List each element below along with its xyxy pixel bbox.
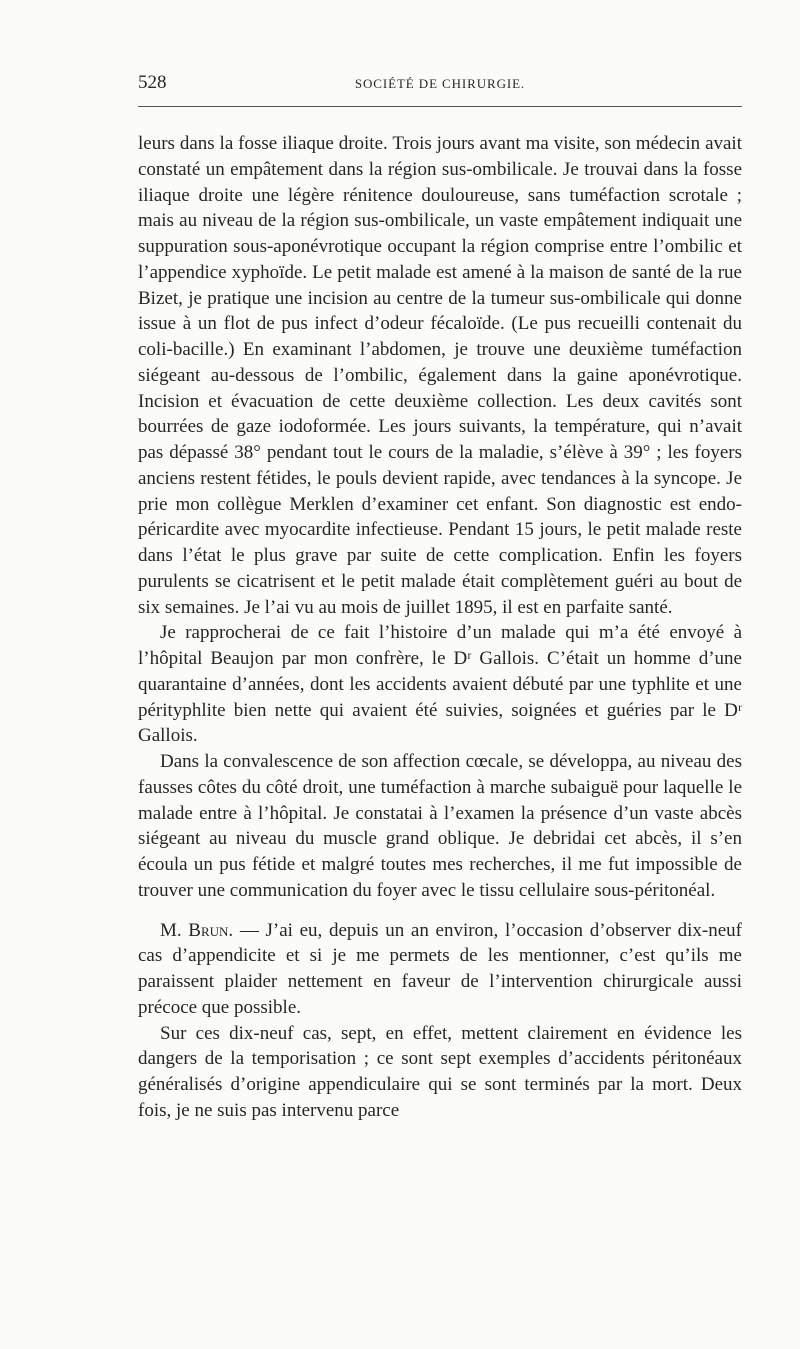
paragraph-nineteen-cases: Sur ces dix-neuf cas, sept, en effet, mettent clairement en évidence les dangers de la temporisation ; ce sont sept exemples d’accidents péritonéaux généralisés d’origine appendiculaire qui se sont terminés par la mort. Deux fois, je ne suis pas intervenu parce	[138, 1022, 742, 1121]
running-header	[138, 72, 742, 100]
page-number: 528	[138, 72, 167, 93]
speaker-name: M. Brun.	[160, 919, 234, 941]
paragraph-convalescence: Dans la convalescence de son affection cœcale, se développa, au niveau des fausses côtes du côté droit, une tuméfaction à marche subaiguë pour laquelle le malade entre à l’hôpital. Je constatai à l’examen la présence d’un vaste abcès siégeant au niveau du muscle grand oblique. Je debridai cet abcès, il s’en écoula un pus fétide et malgré toutes mes recherches, il me fut impossible de trouver une communication du foyer avec le tissu cellulaire sous-péritonéal.	[138, 751, 742, 901]
paragraph-gallois-case: Je rapprocherai de ce fait l’histoire d’un malade qui m’a été envoyé à l’hôpital Beaujon par mon confrère, le Dʳ Gallois. C’était un homme d’une quarantaine d’années, dont les accidents avaient débuté par une typhlite et une pérityphlite bien nette qui avaient été suivies, soignées et guéries par le Dʳ Gallois.	[138, 622, 742, 747]
section-gap	[138, 904, 742, 918]
paragraph-brun-text: — J’ai eu, depuis un an environ, l’occasion d’observer dix-neuf cas d’appendicite et si je me permets de les mentionner, c’est qu’ils me paraissent plaider nettement en faveur de l’intervention chirurgicale aussi précoce que possible.	[138, 919, 742, 1018]
running-title: SOCIÉTÉ DE CHIRURGIE.	[354, 76, 526, 91]
paragraph-brun-remarks	[138, 918, 742, 1021]
paragraph-continuation: leurs dans la fosse iliaque droite. Trois jours avant ma visite, son médecin avait constaté un empâtement dans la région sus-ombilicale. Je trouvai dans la fosse iliaque droite une légère rénitence douloureuse, sans tuméfaction scrotale ; mais au niveau de la région sus-ombilicale, un vaste empâtement indiquait une suppuration sous-aponévrotique occupant la région comprise entre l’ombilic et l’appendice xyphoïde. Le petit malade est amené à la maison de santé de la rue Bizet, je pratique une incision au centre de la tumeur sus-ombilicale qui donne issue à un flot de pus infect d’odeur fécaloïde. (Le pus recueilli contenait du coli-bacille.) En examinant l’abdomen, je trouve une deuxième tuméfaction siégeant au-dessous de l’ombilic, également dans la gaine aponévrotique. Incision et évacuation de cette deuxième collection. Les deux cavités sont bourrées de gaze iodoformée. Les jours suivants, la température, qui n’avait pas dépassé 38° pendant tout le cours de la maladie, s’élève à 39° ; les foyers anciens restent fétides, le pouls devient rapide, avec tendances à la syncope. Je prie mon collègue Merklen d’examiner cet enfant. Son diagnostic est endo-péricardite avec myocardite infectieuse. Pendant 15 jours, le petit malade reste dans l’état le plus grave par suite de cette complication. Enfin les foyers purulents se cicatrisent et le petit malade était complètement guéri au bout de six semaines. Je l’ai vu au mois de juillet 1895, il est en parfaite santé.	[138, 133, 742, 618]
text-body	[138, 131, 742, 1124]
header-rule	[138, 106, 742, 107]
